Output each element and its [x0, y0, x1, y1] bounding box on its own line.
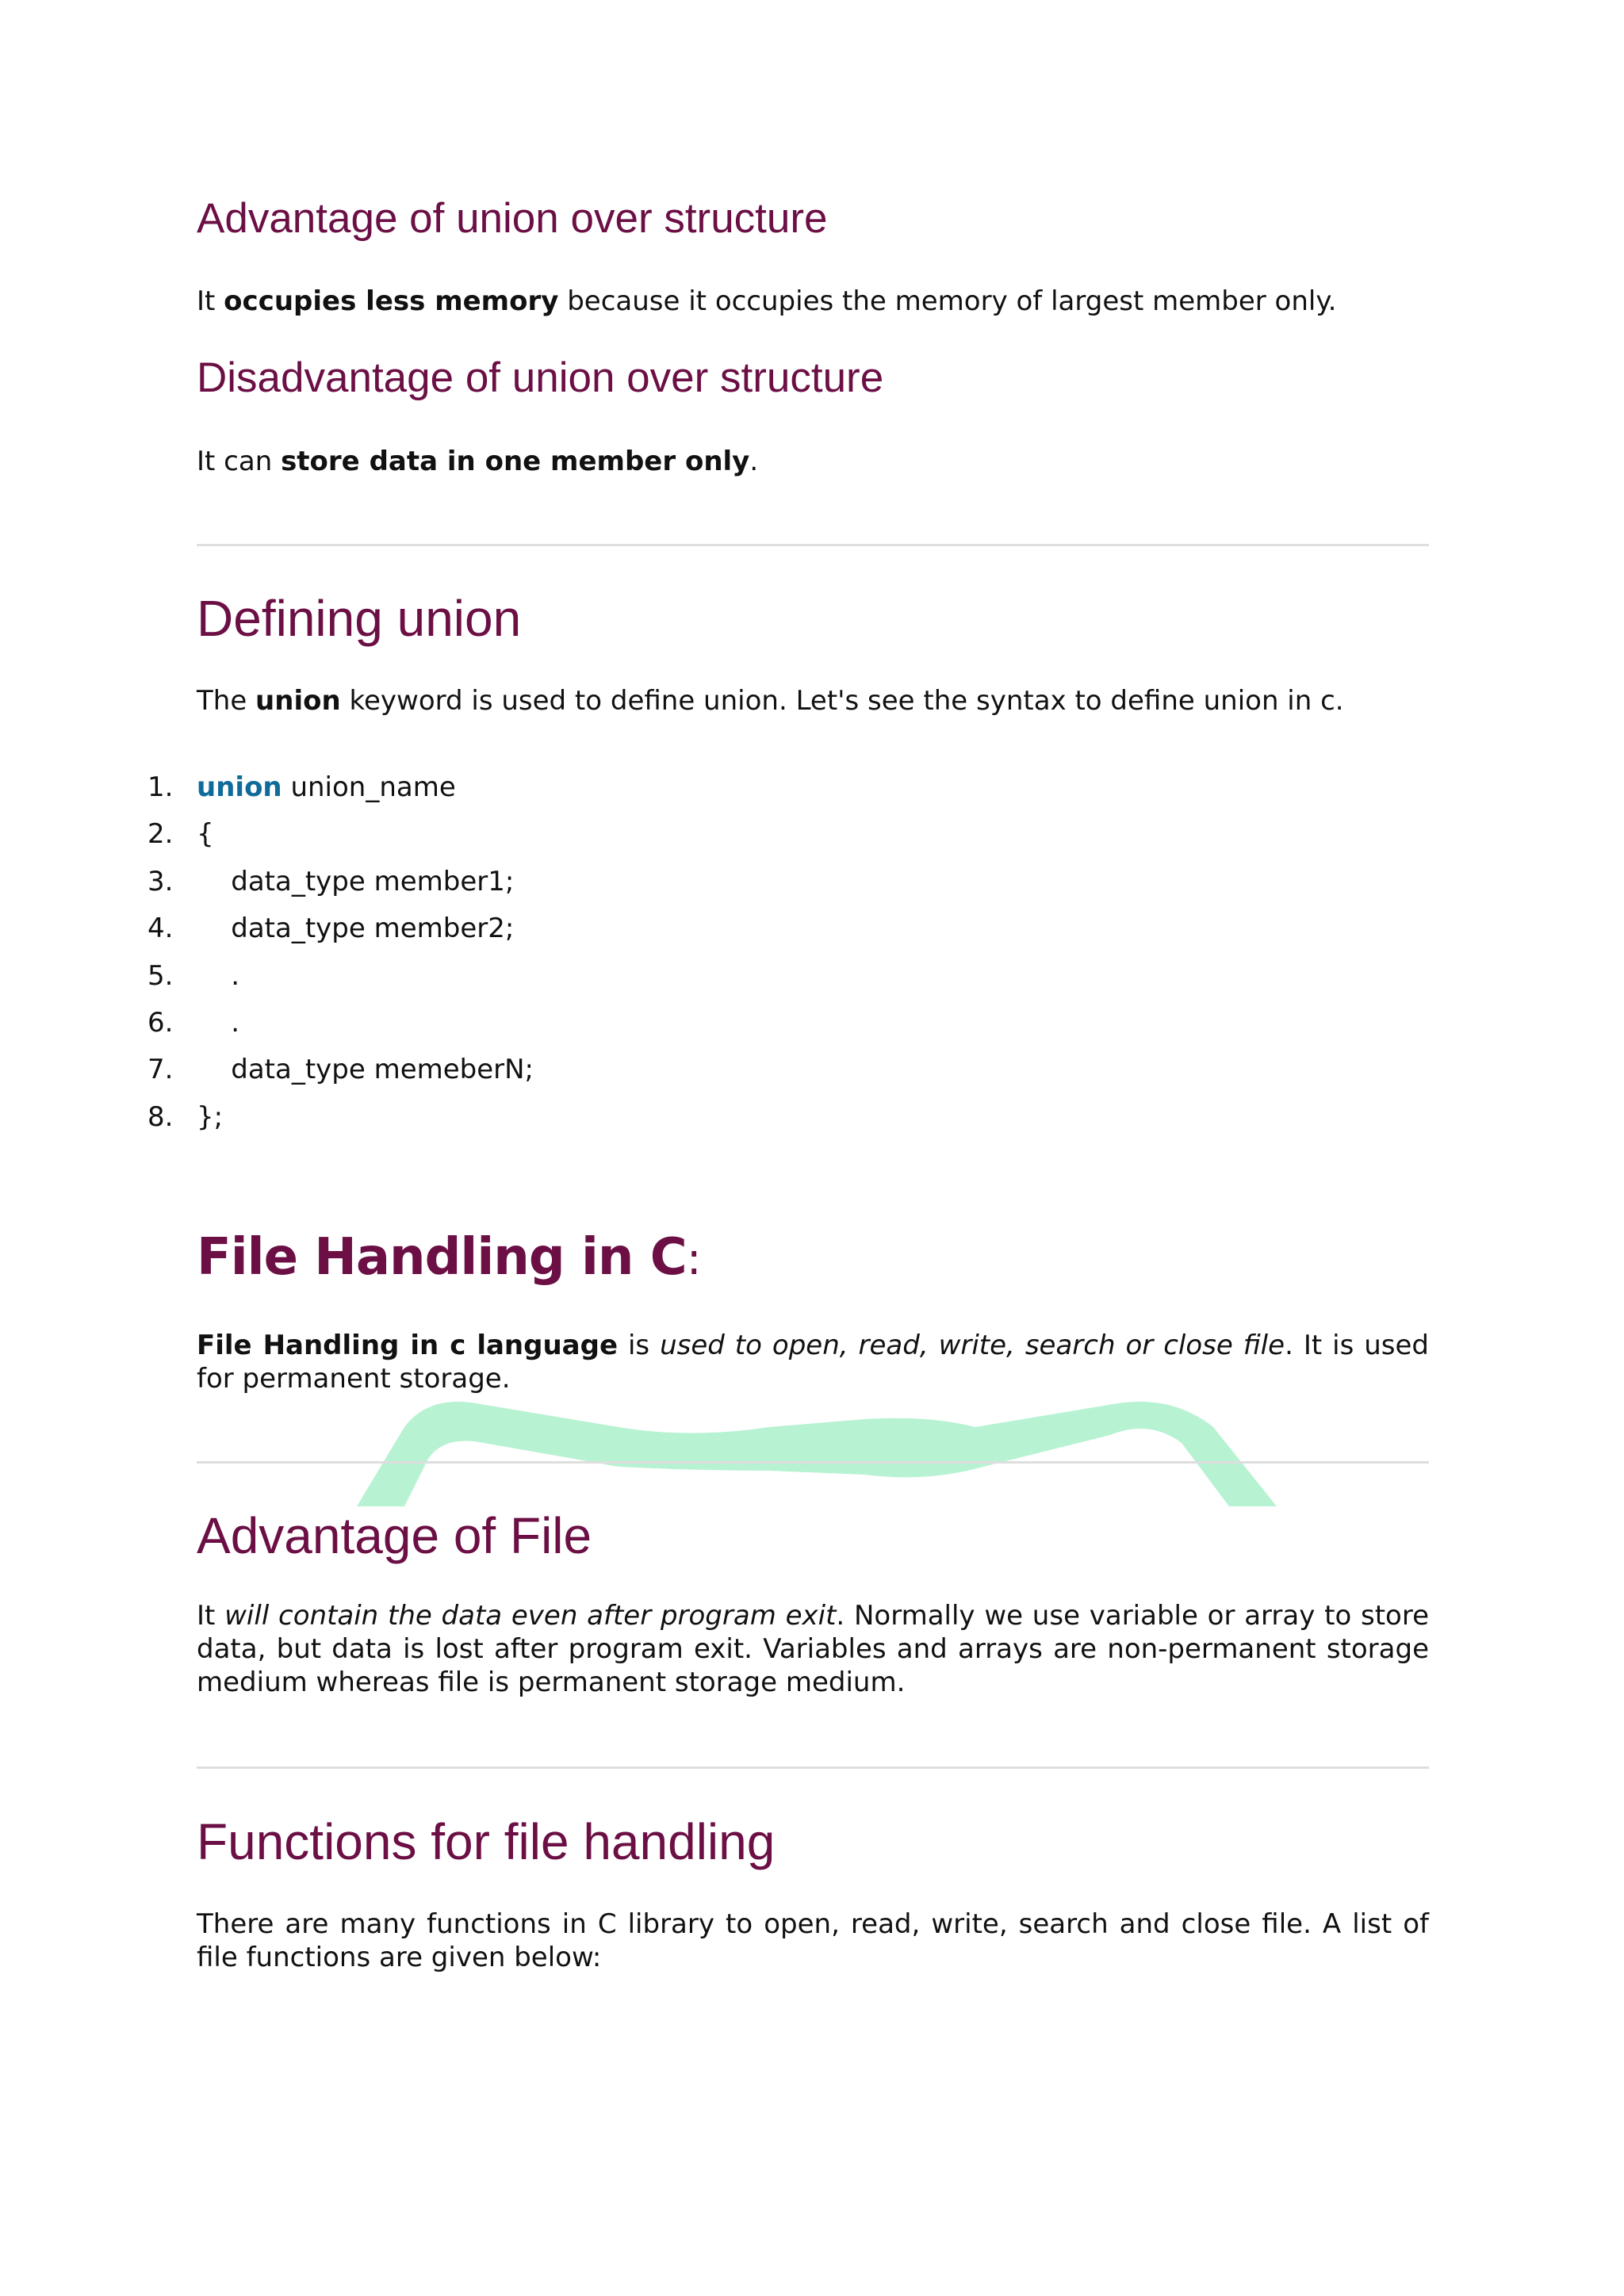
- divider: [197, 1461, 1429, 1464]
- document-page: Advantage of union over structure It occupies less memory because it occupies the memory of largest member only. Disadvantage of union over structure It can store data in one member only. Defining union The union keyword is used to define union. Let's see the syntax to define union in c. 1. union union_name 2. { 3. data_type member1; 4. data_type member2; 5. . 6. . 7. data_type memeberN; 8. }; File Handling in C: File Handling in c language is used to open, read, write, search or close file. It is used for permanent storage. Advantage of File It will contain the data even after program exit. Normally we use variable or array to store data, but data is lost after program exit. Variables and arrays are non-permanent storage medium whereas file is permanent storage medium. Functions for file handling There are many functions in C library to open, read, write, search and close file. A list of file functions are given below:: [0, 0, 1624, 2296]
- heading-file-handling: File Handling in C:: [197, 1228, 701, 1287]
- italic-contain-data: will contain the data even after program exit: [224, 1600, 837, 1632]
- bold-store-data: store data in one member only: [281, 446, 750, 477]
- bold-file-handling: File Handling in c language: [197, 1330, 619, 1361]
- paragraph-functions: There are many functions in C library to open, read, write, search and close file. A list of file functions are given below:: [197, 1908, 1429, 1973]
- heading-disadvantage-union: Disadvantage of union over structure: [197, 354, 884, 401]
- heading-advantage-union: Advantage of union over structure: [197, 195, 828, 242]
- heading-defining-union: Defining union: [197, 590, 522, 647]
- paragraph-advantage-union: It occupies less memory because it occupies the memory of largest member only.: [197, 285, 1337, 317]
- paragraph-advantage-file: It will contain the data even after program exit. Normally we use variable or array to store data, but data is lost after program exit. Variables and arrays are non-permanent storage medium whereas file is permanent storage medium.: [197, 1600, 1429, 1698]
- divider: [197, 544, 1429, 546]
- paragraph-file-handling: File Handling in c language is used to open, read, write, search or close file. It is used for permanent storage.: [197, 1330, 1430, 1395]
- keyword-union: union: [197, 771, 282, 803]
- watermark-logo: [357, 1395, 1277, 1506]
- italic-file-ops: used to open, read, write, search or close file: [660, 1330, 1285, 1361]
- paragraph-disadvantage-union: It can store data in one member only.: [197, 446, 759, 477]
- paragraph-defining-union: The union keyword is used to define union. Let's see the syntax to define union in c.: [197, 685, 1344, 717]
- heading-advantage-file: Advantage of File: [197, 1507, 592, 1564]
- bold-occupies-less-memory: occupies less memory: [224, 285, 559, 317]
- heading-functions-file-handling: Functions for file handling: [197, 1813, 776, 1870]
- bold-union-keyword: union: [255, 685, 341, 717]
- divider: [197, 1766, 1429, 1769]
